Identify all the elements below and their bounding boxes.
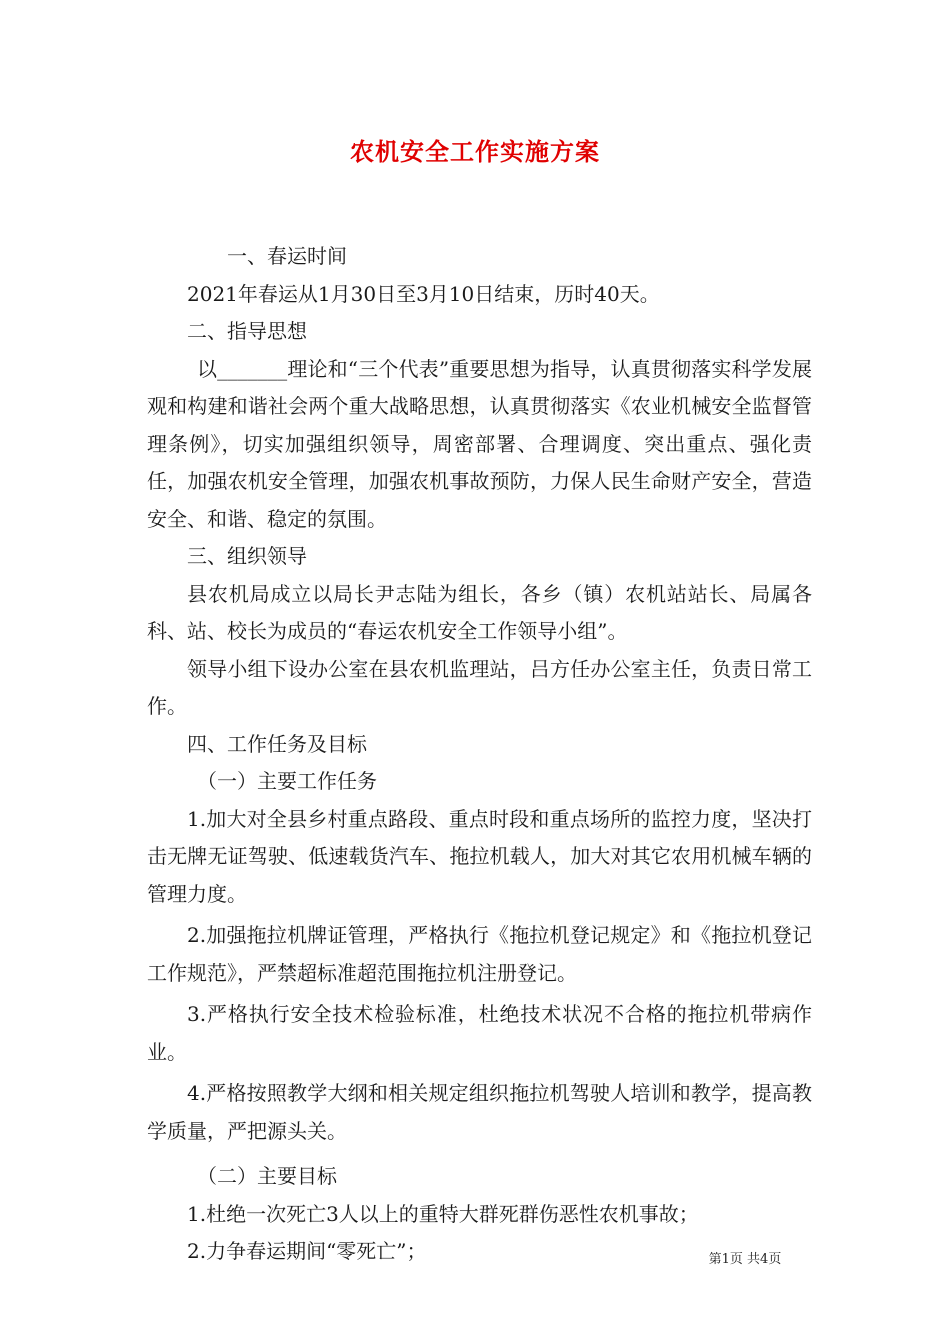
task-item-2: 2.加强拖拉机牌证管理，严格执行《拖拉机登记规定》和《拖拉机登记工作规范》，严禁超标准超范围拖拉机注册登记。	[147, 923, 812, 985]
paragraph-office: 领导小组下设办公室在县农机监理站，吕方任办公室主任，负责日常工作。	[147, 656, 812, 718]
task-item-3: 3.严格执行安全技术检验标准，杜绝技术状况不合格的拖拉机带病作业。	[147, 1002, 812, 1064]
paragraph-leadership-group: 县农机局成立以局长尹志陆为组长，各乡（镇）农机站站长、局属各科、站、校长为成员的“春运农机安全工作领导小组”。	[147, 581, 812, 643]
task-item-1: 1.加大对全县乡村重点路段、重点时段和重点场所的监控力度，坚决打击无牌无证驾驶、低速载货汽车、拖拉机载人，加大对其它农用机械车辆的管理力度。	[147, 806, 812, 906]
paragraph-time-range: 2021年春运从1月30日至3月10日结束，历时40天。	[187, 281, 660, 306]
heading-tasks-goals: 四、工作任务及目标	[187, 731, 367, 756]
heading-organization: 三、组织领导	[187, 544, 307, 568]
task-item-4: 4.严格按照教学大纲和相关规定组织拖拉机驾驶人培训和教学，提高教学质量，严把源头关。	[147, 1081, 812, 1143]
paragraph-guiding-ideology: 以_______理论和“三个代表”重要思想为指导，认真贯彻落实科学发展观和构建和谐社会两个重大战略思想，认真贯彻落实《农业机械安全监督管理条例》，切实加强组织领导，周密部署、合理调度、突出重点、强化责任，加强农机安全管理，加强农机事故预防，力保人民生命财产安全，营造安全、和谐、稳定的氛围。	[147, 356, 812, 531]
document-title: 农机安全工作实施方案	[350, 137, 600, 166]
goal-item-2: 2.力争春运期间“零死亡”；	[187, 1239, 427, 1263]
subheading-main-goals: （二）主要目标	[197, 1164, 337, 1188]
page-number: 第1页 共4页	[708, 1252, 782, 1267]
subheading-main-tasks: （一）主要工作任务	[197, 769, 377, 793]
heading-guiding-ideology: 二、指导思想	[187, 319, 307, 343]
goal-item-1: 1.杜绝一次死亡3人以上的重特大群死群伤恶性农机事故；	[187, 1201, 699, 1226]
document-body	[147, 238, 812, 1271]
heading-spring-transport-time: 一、春运时间	[227, 244, 347, 268]
